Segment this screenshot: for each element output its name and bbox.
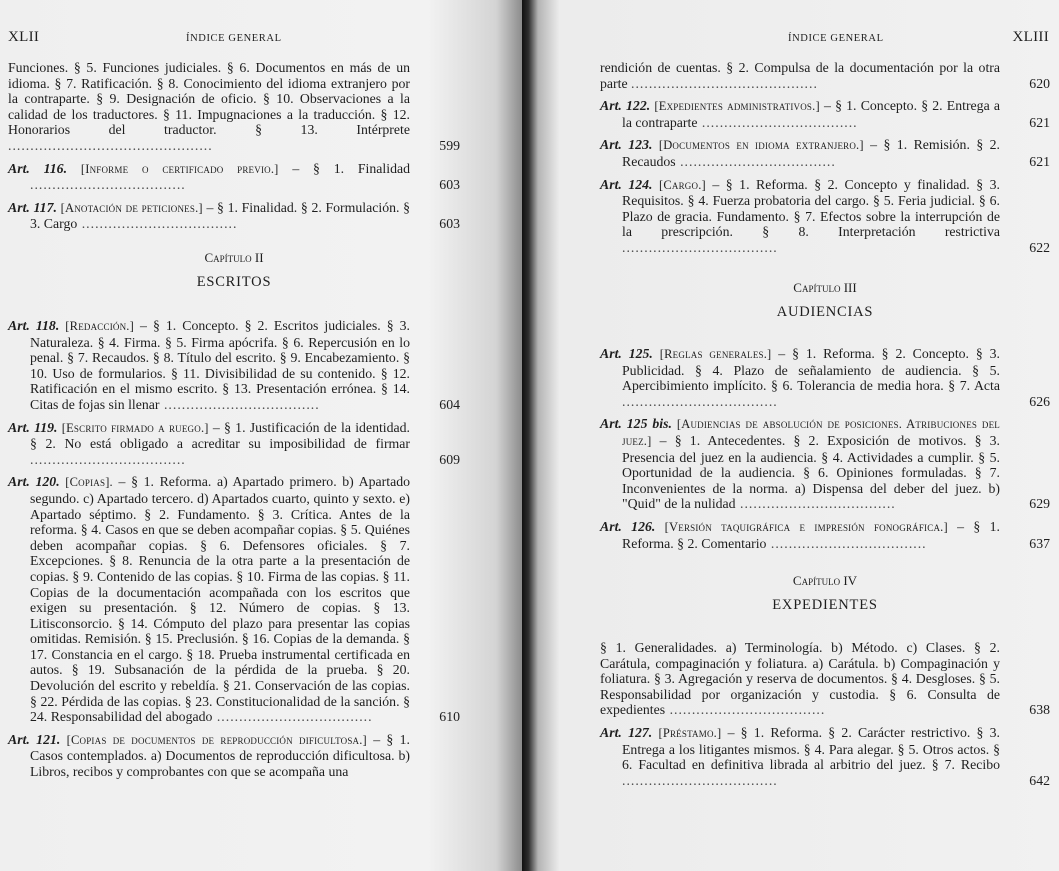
chapter-title: EXPEDIENTES [772,597,878,613]
index-entry [600,137,1050,169]
dot-leader: ................................... [697,114,858,130]
entry-page: 629 [1029,496,1050,512]
entry-text: – § 1. Finalidad. § 2. Formulación. § 3. Cargo [30,199,411,232]
article-heading: [Documentos en idioma extranjero.] [658,138,864,153]
left-entries-b [8,318,460,780]
entry-page: 642 [1029,772,1050,788]
entry-text: – § 1. Finalidad [278,160,410,176]
chapter-label: Capítulo IV [792,573,858,588]
index-entry [8,318,460,413]
entry-page: 621 [1029,153,1050,169]
left-entries-a [8,161,460,232]
index-entry [8,161,460,193]
chapter-title: ESCRITOS [196,274,272,290]
article-number: Art. 117. [8,199,57,215]
article-heading: [Cargo.] [659,177,706,192]
index-entry [600,640,1050,718]
article-heading: [Versión taquigráfica e impresión fonográfica.] [664,519,948,534]
article-heading: [Préstamo.] [658,725,722,740]
entry-text: – § 1. Reforma. § 2. Concepto y finalidad. § 3. Requisitos. § 4. Fuerza probatoria del cargo. § 5. Feria judicial. § 6. Plazo de gracia. Fundamento. § 7. Efectos sobre la interrupción de la prescripción. § 8. Interpretación restrictiva [622,176,1000,240]
right-folio: XLIII [1012,29,1049,45]
entry-page: 638 [1029,702,1050,718]
left-entries [8,60,460,239]
index-entry [600,725,1050,788]
index-entry [600,416,1050,512]
dot-leader: ................................... [766,535,927,551]
entry-text: – § 1. Justificación de la identidad. § 2. No está obligado a acreditar su imposibilidad de firmar [30,419,411,452]
chapter4-heading [600,573,1050,614]
entry-page: 603 [439,216,460,232]
entry-page: 637 [1029,535,1050,551]
chapter-title: AUDIENCIAS [776,304,874,320]
left-running-head: ÍNDICE GENERAL [186,33,282,44]
index-entry [8,200,460,232]
article-heading: [Copias]. [65,475,113,490]
chapter3-heading [600,280,1050,321]
article-heading: [Redacción.] [65,319,134,333]
dot-leader: ................................... [675,153,836,169]
left-entries-b-block [8,318,460,787]
dot-leader: ................................... [735,496,896,512]
article-number: Art. 119. [8,419,58,435]
article-number: Art. 118. [8,318,60,333]
entry-text: – § 1. Reforma. § 2. Comentario [622,518,1000,551]
index-entry [8,732,460,780]
right-entries-b-block [600,346,1050,558]
right-running-head: ÍNDICE GENERAL [788,33,884,44]
entry-text: – § 1. Remisión. § 2. Recaudos [622,137,1000,169]
article-heading: [Audiencias de absolución de posiciones. Atribuciones del juez.] [622,417,1001,448]
entry-text: – § 1. Concepto. § 2. Entrega a la contraparte [622,98,1001,130]
dot-leader: ................................... [30,177,186,193]
entry-text: – § 1. Antecedentes. § 2. Exposición de motivos. § 3. Presencia del juez en la audiencia. § 4. Actividades a cumplir. § 5. Oportunidad de la audiencia. § 6. Opiniones formuladas. § 7. Inconvenientes de la norma. a) Dispensa del deber del juez. b) "Quid" de la nulidad [622,432,1000,512]
entry-text: – § 1. Reforma. § 2. Concepto. § 3. Publicidad. § 4. Plazo de señalamiento de audiencia. § 5. Apercibimiento implícito. § 6. Tolerancia de media hora. § 7. Acta [622,346,1001,394]
right-page [522,0,1059,871]
article-number: Art. 122. [600,98,651,114]
entry-text: § 1. Generalidades. a) Terminología. b) Método. c) Clases. § 2. Carátula, compaginación y foliatura. a) Carátula. b) Compaginación y foliatura. § 3. Agregación y reserva de documentos. § 4. Desgloses. § 5. Responsabilidad por organización y custodia. § 6. Consulta de expedientes [600,640,1000,718]
entry-page: 620 [1029,75,1050,91]
article-number: Art. 126. [600,518,656,534]
chapter-label: Capítulo II [204,250,264,265]
index-entry [8,420,460,468]
left-folio: XLII [8,29,40,45]
chapter-label: Capítulo III [793,280,857,295]
entry-page: 621 [1029,114,1050,130]
dot-leader: ................................... [30,451,186,467]
entry-text: rendición de cuentas. § 2. Compulsa de la documentación por la otra parte [600,60,1000,91]
dot-leader: ................................... [622,393,778,409]
entry-text: Funciones. § 5. Funciones judiciales. § 6. Documentos en más de un idioma. § 7. Ratificación. § 8. Conocimiento del idioma extranjero por la contraparte. § 9. Designación de oficio. § 10. Observaciones a la calidad de los traductores. § 11. Impugnaciones a la traducción. § 12. Honorarios del traductor. § 13. Intérprete [8,60,410,138]
dot-leader: ................................... [665,702,826,718]
entry-text: – § 1. Reforma. a) Apartado primero. b) Apartado segundo. c) Apartado tercero. d) Apartados cuarto, quinto y sexto. e) Apartado séptimo. § 2. Fundamento. § 3. Crítica. Antes de la reforma. § 4. Casos en que se deben acompañar copias. § 5. Quiénes deben acompañar copias. § 6. Defensores oficiales. § 7. Excepciones. § 8. Renuncia de la otra parte a la presentación de copias. § 9. Contenido de las copias. § 10. Firma de las copias. § 11. Copias de la documentación acompañada con los escritos que exigen su presentación. § 12. Número de copias. § 13. Litisconsorcio. § 14. Cómputo del plazo para presentar las copias omitidas. Remisión. § 15. Preclusión. § 16. Copias de la demanda. § 17. Constancia en el cargo. § 18. Prueba instrumental certificada en autos. § 19. Subsanación de la pérdida de la prueba. § 20. Devolución del escrito y rebeldía. § 21. Conservación de las copias. § 22. Pérdida de las copias. § 23. Constitucionalidad de la sanción. § 24. Responsabilidad del abogado [30,474,410,725]
article-heading: [Escrito firmado a ruego.] [61,420,209,435]
left-chapter-heading [8,250,460,291]
right-entries-a [600,98,1050,255]
entry-text: – § 1. Concepto. § 2. Escritos judiciales. § 3. Naturaleza. § 4. Firma. § 5. Firma apócrifa. § 6. Repercusión en lo penal. § 7. Recaudos. § 8. Título del escrito. § 9. Encabezamiento. § 10. Uso de formularios. § 11. Divisibilidad de su contenido. § 12. Ratificación en el mismo escrito. § 13. Presentación errónea. § 14. Citas de fojas sin llenar [30,318,410,412]
article-heading: [Informe o certificado previo.] [80,161,279,176]
dot-leader: ................................... [77,216,238,232]
article-number: Art. 125 bis. [600,416,672,432]
dot-leader: ................................... [622,772,778,788]
right-entries [600,60,1050,263]
left-page [0,0,522,871]
entry-text: – § 1. Casos contemplados. a) Documentos de reproducción dificultosa. b) Libros, recibos y comprobantes con que se acompaña una [30,731,410,780]
article-number: Art. 123. [600,137,653,153]
article-number: Art. 116. [8,160,68,176]
index-entry [600,98,1050,130]
dot-leader: ................................... [622,239,778,255]
entry-page: 599 [439,137,460,153]
article-number: Art. 127. [600,724,653,740]
entry-page: 603 [439,177,460,193]
entry-page: 609 [439,451,460,467]
article-number: Art. 120. [8,474,60,490]
right-continuation-entry: rendición de cuentas. § 2. Compulsa de la documentación por la otra parte .......................................... 620 [600,60,1050,91]
left-continuation-entry: Funciones. § 5. Funciones judiciales. § 6. Documentos en más de un idioma. § 7. Ratificación. § 8. Conocimiento del idioma extranjero por la contraparte. § 9. Designación de oficio. § 10. Observaciones a la calidad de los traductores. § 11. Impugnaciones a la traducción. § 12. Honorarios del traductor. § 13. Intérprete .............................................. 599 [8,60,460,153]
dot-leader: ................................... [159,396,320,412]
index-entry [600,519,1050,551]
article-number: Art. 121. [8,731,61,747]
entry-page: 604 [439,396,460,412]
dot-leader: ................................... [212,709,373,725]
article-heading: [Expedientes administrativos.] [654,99,820,114]
entry-page: 626 [1029,393,1050,409]
index-entry [600,346,1050,409]
entry-page: 610 [439,709,460,725]
index-entry [8,474,460,725]
article-number: Art. 125. [600,346,653,361]
entry-text: – § 1. Reforma. § 2. Carácter restrictivo. § 3. Entrega a los litigantes mismos. § 4. Para alegar. § 5. Otros actos. § 6. Facultad en definitiva librada al arbitrio del juez. § 7. Recibo [622,724,1001,773]
article-heading: [Reglas generales.] [659,347,772,361]
index-entry [600,177,1050,256]
entry-page: 622 [1029,239,1050,255]
article-number: Art. 124. [600,176,653,192]
right-entries-c [600,640,1050,788]
article-heading: [Copias de documentos de reproducción dificultosa.] [66,732,367,747]
article-heading: [Anotación de peticiones.] [60,200,203,215]
right-entries-b [600,346,1050,551]
right-entries-c-block [600,640,1050,795]
